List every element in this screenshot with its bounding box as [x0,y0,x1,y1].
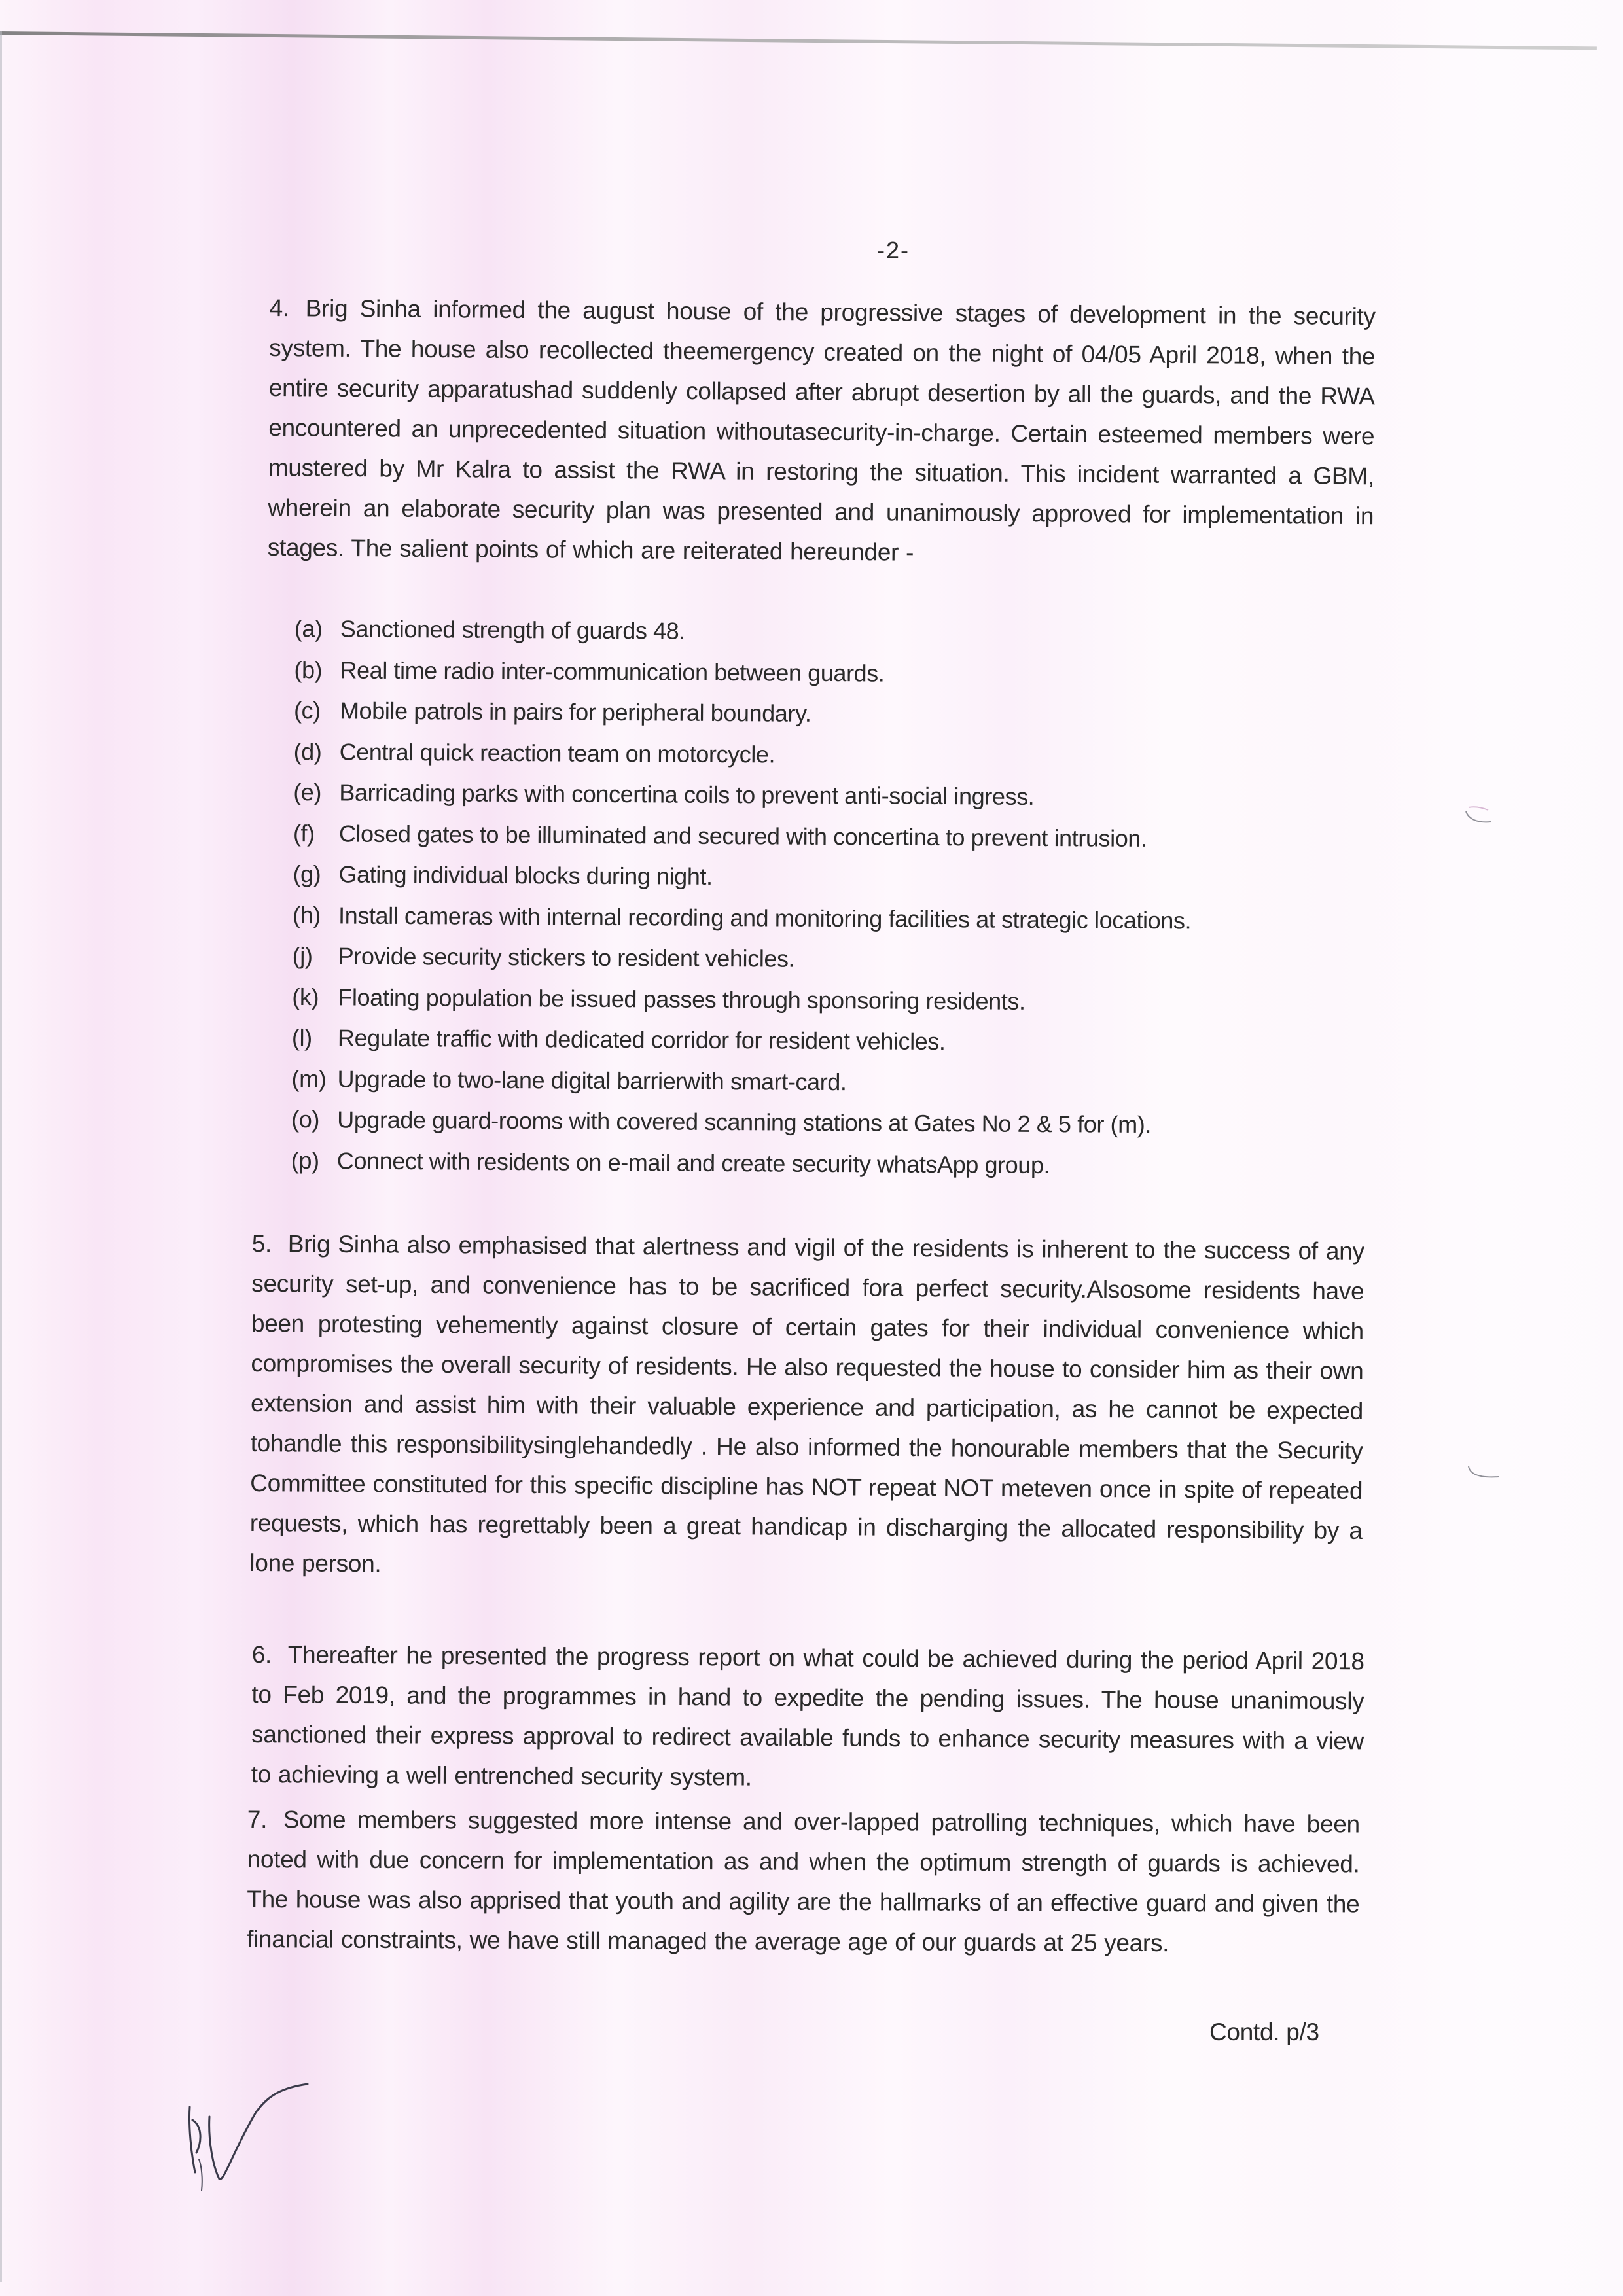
paragraph-5 [249,1224,1364,1591]
paragraph-number: 5. [251,1229,272,1258]
salient-point-item [293,894,1405,942]
list-marker: (j) [292,942,313,970]
salient-point-item [291,1140,1404,1188]
salient-point-item [292,976,1404,1024]
salient-point-item [291,1099,1404,1147]
list-marker: (g) [293,860,321,888]
list-item-text: Install cameras with internal recording and monitoring facilities at strategic locations. [338,901,1192,934]
salient-point-item [291,1058,1404,1106]
paragraph-text: Brig Sinha informed the august house of the progressive stages of development in the security system. The house also recollected theemergency created on the night of 04/05 April 2018, when the entire security apparatushad suddenly collapsed after abrupt desertion by all the guards, and the RWA encountered an unprecedented situation withoutasecurity-in-charge. Certain esteemed members were mustered by Mr Kalra to assist the RWA in restoring the situation. This incident warranted a GBM, wherein an elaborate security plan was presented and unanimously approved for implementation in stages. The salient points of which are reiterated hereunder - [267,294,1376,566]
list-marker: (l) [291,1023,312,1051]
punch-hole-mark-icon [1459,804,1499,830]
list-marker: (e) [293,778,322,806]
paragraph-4 [268,288,1376,576]
paragraph-number: 6. [251,1640,272,1669]
list-item-text: Provide security stickers to resident vehicles. [338,942,795,972]
list-marker: (p) [291,1146,319,1174]
list-item-text: Upgrade to two-lane digital barrierwith smart-card. [337,1065,847,1095]
signature-icon [177,2081,334,2192]
paragraph-number: 7. [247,1806,268,1833]
salient-point-item [293,772,1406,820]
list-item-text: Mobile patrols in pairs for peripheral boundary. [339,697,812,727]
paragraph-text: Brig Sinha also emphasised that alertness and vigil of the residents is inherent to the success of any security set-up, and convenience has to be sacrificed fora perfect security.Alsosome residents have been protesting vehemently against closure of certain gates for their individual convenience which compromises the overall security of residents. He also requested the house to consider him as their own extension and assist him with their valuable experience and participation, as he cannot be expected tohandle this responsibilitysinglehandedly . He also informed the honourable members that the Security Committee constituted for this specific discipline has NOT repeat NOT meteven once in spite of repeated requests, which has regrettably been a great handicap in discharging the allocated responsibility by a lone person. [249,1230,1364,1578]
page-number: -2- [877,237,910,264]
paragraph-text: Some members suggested more intense and over-lapped patrolling techniques, which have been noted with due concern for implementation as and when the optimum strength of guards is achieved. The house was also apprised that youth and agility are the hallmarks of an effective guard and given the financial constraints, we have still managed the average age of our guards at 25 years. [246,1806,1360,1957]
list-item-text: Sanctioned strength of guards 48. [340,615,686,645]
list-item-text: Barricading parks with concertina coils to prevent anti-social ingress. [339,779,1035,810]
salient-point-item [293,854,1405,902]
list-marker: (f) [293,819,315,847]
paragraph-text: Thereafter he presented the progress report on what could be achieved during the period April 2018 to Feb 2019, and the programmes in hand to expedite the pending issues. The house unanimously sanctioned their express approval to redirect available funds to enhance security measures with a view to achieving a well entrenched security system. [251,1641,1364,1791]
scan-top-edge-line [0,31,1597,50]
salient-point-item [294,609,1407,656]
list-item-text: Floating population be issued passes through sponsoring residents. [338,983,1026,1015]
list-marker: (c) [293,696,321,724]
salient-point-item [292,1017,1404,1065]
list-item-text: Regulate traffic with dedicated corridor for resident vehicles. [337,1024,946,1055]
list-item-text: Closed gates to be illuminated and secured with concertina to prevent intrusion. [338,819,1147,852]
salient-point-item [293,936,1405,983]
paragraph-6 [251,1634,1364,1801]
punch-hole-mark-icon [1466,1462,1505,1489]
salient-point-item [294,690,1406,738]
list-item-text: Connect with residents on e-mail and create security whatsApp group. [336,1146,1050,1178]
list-item-text: Central quick reaction team on motorcycle. [339,737,776,768]
salient-point-item [293,731,1406,779]
salient-point-item [293,813,1406,860]
list-item-text: Gating individual blocks during night. [338,860,713,890]
paragraph-7 [247,1799,1360,1964]
list-marker: (h) [293,901,321,928]
scan-left-edge [0,31,2,2282]
list-marker: (b) [294,656,323,683]
salient-point-item [294,649,1406,697]
salient-points-list [291,609,1407,1188]
continued-note: Contd. p/3 [1209,2019,1319,2045]
list-marker: (d) [293,737,322,765]
list-marker: (m) [291,1065,327,1092]
list-item-text: Upgrade guard-rooms with covered scanning stations at Gates No 2 & 5 for (m). [337,1106,1152,1139]
paragraph-number: 4. [269,294,290,322]
list-marker: (o) [291,1105,320,1133]
list-marker: (a) [294,614,323,643]
list-marker: (k) [292,983,319,1010]
list-item-text: Real time radio inter-communication between guards. [340,656,885,687]
